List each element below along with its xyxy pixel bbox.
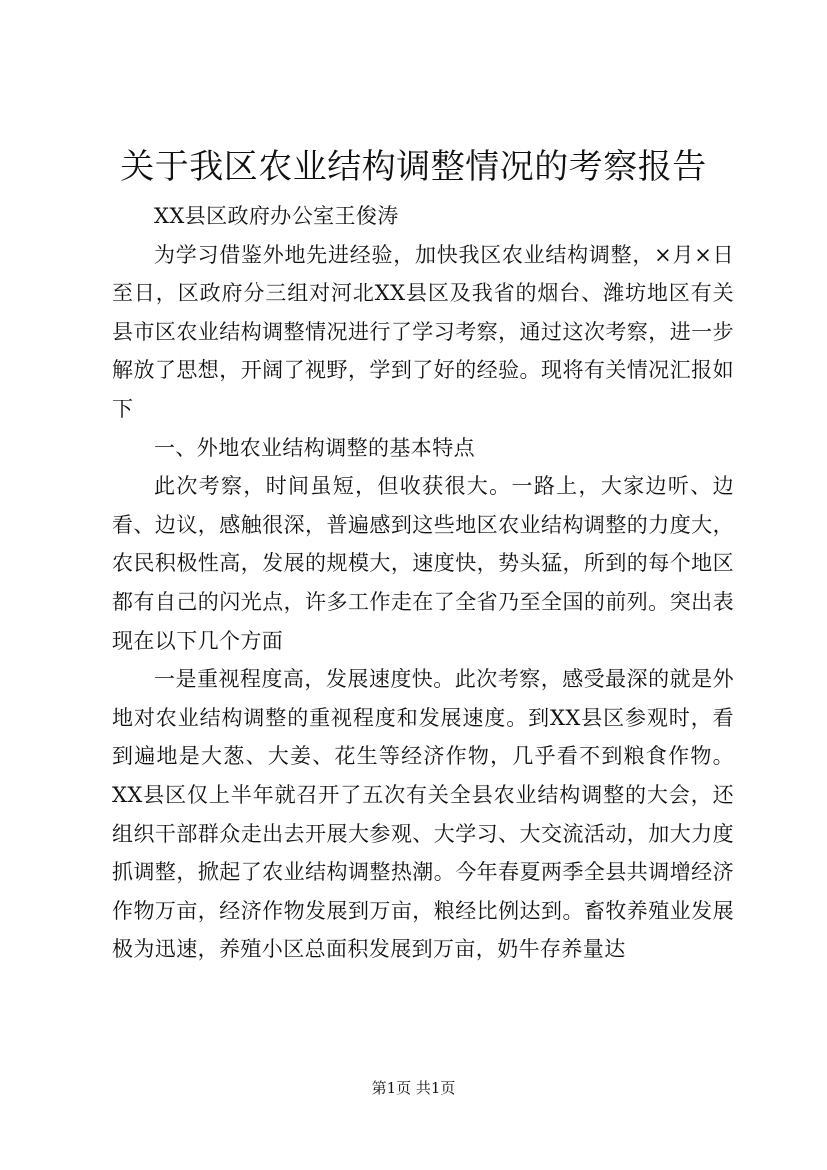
paragraph-intro: 为学习借鉴外地先进经验，加快我区农业结构调整，×月×日至日，区政府分三组对河北XX县区及我省的烟台、潍坊地区有关县市区农业结构调整情况进行了学习考察，通过这次考察，进一步解放了思想，开阔了视野，学到了好的经验。现将有关情况汇报如下 xyxy=(112,242,734,421)
document-title: 关于我区农业结构调整情况的考察报告 xyxy=(120,147,707,187)
document-body xyxy=(112,197,734,969)
paragraph-point-one: 一是重视程度高，发展速度快。此次考察，感受最深的就是外地对农业结构调整的重视程度和发展速度。到XX县区参观时，看到遍地是大葱、大姜、花生等经济作物，几乎看不到粮食作物。XX县区仅上半年就召开了五次有关全县农业结构调整的大会，还组织干部群众走出去开展大参观、大学习、大交流活动，加大力度抓调整，掀起了农业结构调整热潮。今年春夏两季全县共调增经济作物万亩，经济作物发展到万亩，粮经比例达到。畜牧养殖业发展极为迅速，养殖小区总面积发展到万亩，奶牛存养量达 xyxy=(112,667,734,962)
page-number-footer: 第1页 共1页 xyxy=(371,1079,456,1097)
author-line: XX县区政府办公室王俊涛 xyxy=(154,204,399,228)
paragraph-overview: 此次考察，时间虽短，但收获很大。一路上，大家边听、边看、边议，感触很深，普遍感到这些地区农业结构调整的力度大，农民积极性高，发展的规模大，速度快，势头猛，所到的每个地区都有自己的闪光点，许多工作走在了全省乃至全国的前列。突出表现在以下几个方面 xyxy=(112,474,734,653)
section-heading: 一、外地农业结构调整的基本特点 xyxy=(154,435,475,460)
